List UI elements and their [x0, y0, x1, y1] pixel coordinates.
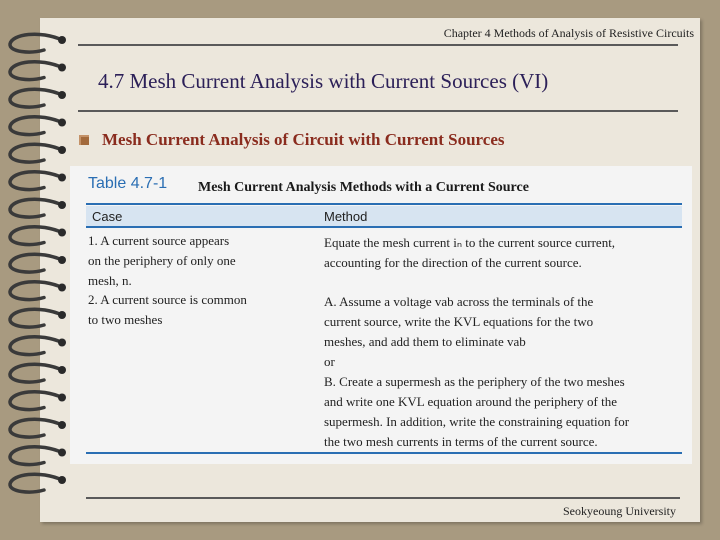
method-cell-1 — [324, 233, 615, 273]
case-2-line: to two meshes — [88, 312, 163, 327]
case-cell-2 — [88, 290, 247, 330]
case-cell-1 — [88, 231, 236, 291]
spiral-ring-icon — [10, 337, 66, 355]
table-bottom-rule — [86, 452, 682, 454]
spiral-ring-icon — [10, 447, 66, 465]
slide-title: 4.7 Mesh Current Analysis with Current Sources (VI) — [98, 69, 549, 93]
method-2-line: supermesh. In addition, write the constraining equation for — [324, 414, 630, 429]
spiral-ring-icon — [10, 282, 66, 300]
table-caption: Mesh Current Analysis Methods with a Current Source — [198, 180, 529, 195]
case-2-line: 2. A current source is common — [88, 292, 247, 307]
spiral-ring-icon — [10, 144, 66, 162]
footer-divider — [86, 497, 680, 499]
table-header-band — [86, 206, 682, 226]
method-1-line: accounting for the direction of the current source. — [324, 255, 582, 270]
column-header-case: Case — [92, 209, 123, 224]
footer-text: Seokyeoung University — [563, 504, 676, 518]
method-2-line: and write one KVL equation around the periphery of the — [324, 394, 618, 409]
spiral-ring-icon — [10, 392, 66, 410]
method-1-line: Equate the mesh current iₙ to the current source current, — [324, 235, 616, 250]
spiral-ring-icon — [10, 419, 66, 437]
spiral-ring-icon — [10, 117, 66, 135]
title-divider — [78, 110, 678, 112]
method-2-line: current source, write the KVL equations for the two — [324, 314, 594, 329]
spiral-ring-icon — [10, 199, 66, 217]
table-top-rule — [86, 203, 682, 205]
method-cell-2 — [324, 292, 629, 452]
spiral-ring-icon — [10, 227, 66, 245]
spiral-ring-icon — [10, 474, 66, 492]
method-2-line: the two mesh currents in terms of the current source. — [324, 434, 598, 449]
case-1-line: 1. A current source appears — [88, 233, 230, 248]
method-2-line: A. Assume a voltage vab across the terminals of the — [324, 294, 594, 309]
spiral-ring-icon — [10, 89, 66, 107]
spiral-ring-icon — [10, 364, 66, 382]
spiral-ring-icon — [10, 254, 66, 272]
table-header-rule — [86, 226, 682, 228]
bullet-text: Mesh Current Analysis of Circuit with Current Sources — [102, 130, 505, 149]
column-header-method: Method — [324, 209, 368, 224]
chapter-header: Chapter 4 Methods of Analysis of Resistive Circuits — [443, 26, 694, 40]
table-label: Table 4.7-1 — [88, 175, 168, 192]
spiral-ring-icon — [10, 172, 66, 190]
spiral-ring-icon — [10, 62, 66, 80]
spiral-ring-icon — [10, 34, 66, 52]
header-divider — [78, 44, 678, 46]
case-1-line: on the periphery of only one — [88, 253, 236, 268]
square-bullet-icon — [79, 135, 89, 145]
spiral-binding — [0, 0, 80, 540]
method-2-line: B. Create a supermesh as the periphery of the two meshes — [324, 374, 625, 389]
method-2-line: meshes, and add them to eliminate vab — [324, 334, 526, 349]
method-2-line: or — [324, 354, 335, 369]
spiral-ring-icon — [10, 309, 66, 327]
mesh-analysis-table — [70, 166, 692, 464]
case-1-line: mesh, n. — [88, 273, 132, 288]
